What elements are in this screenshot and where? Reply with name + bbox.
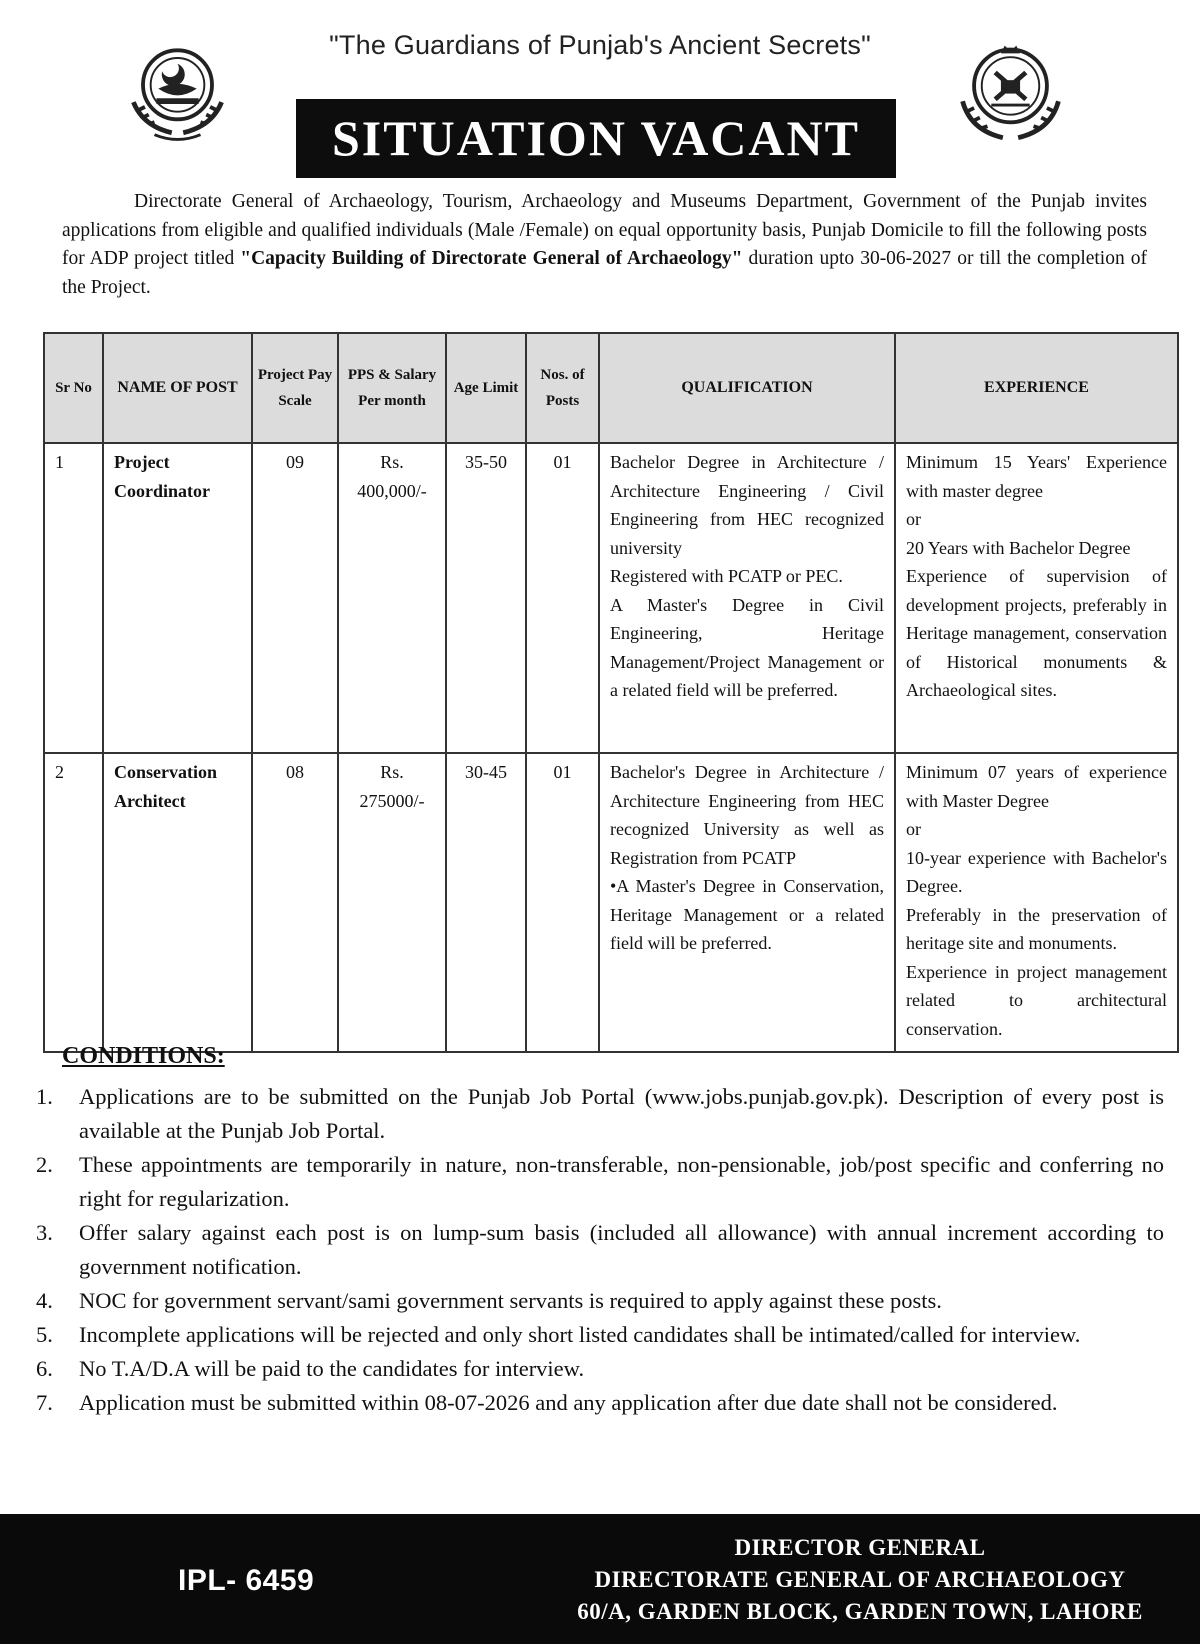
intro-paragraph (62, 188, 1147, 302)
conditions-list (36, 1080, 1164, 1420)
signature-block (510, 1532, 1200, 1628)
conditions-heading: CONDITIONS: (62, 1043, 225, 1069)
intro-text-start: Directorate General of Archaeology, Tourism, Archaeology and Museums Department, Government of the Punjab invites applications from eligible and qualified individuals (Male /Female) on equal opportunity basis, Punjab Domicile to fill the following posts for ADP project titled (62, 191, 1147, 269)
cell-salary: Rs. 275000/- (338, 753, 446, 1052)
ipl-number: IPL- 6459 (178, 1564, 315, 1597)
signatory-address: 60/A, GARDEN BLOCK, GARDEN TOWN, LAHORE (577, 1599, 1143, 1624)
list-item (36, 1318, 1164, 1352)
list-item (36, 1284, 1164, 1318)
item-text: NOC for government servant/sami government servants is required to apply against these posts. (79, 1288, 942, 1313)
list-item (36, 1386, 1164, 1420)
item-number: 7. (36, 1390, 53, 1415)
intro-text-end: duration upto 30-06-2027 or till the completion of the Project. (62, 248, 1147, 298)
cell-salary: Rs. 400,000/- (338, 443, 446, 753)
list-item (36, 1080, 1164, 1148)
cell-sr: 1 (44, 443, 103, 753)
item-number: 1. (36, 1084, 53, 1109)
cell-qualification: Bachelor's Degree in Architecture / Architecture Engineering from HEC recognized University as well as Registration from PCATP •A Master's Degree in Conservation, Heritage Management or a related field will be preferred. (599, 753, 895, 1052)
item-number: 6. (36, 1356, 53, 1381)
item-text: Applications are to be submitted on the Punjab Job Portal (www.jobs.punjab.gov.pk). Description of every post is available at the Punjab Job Portal. (79, 1084, 1164, 1143)
col-nos: Nos. of Posts (526, 333, 599, 443)
item-number: 2. (36, 1152, 53, 1177)
col-experience: EXPERIENCE (895, 333, 1178, 443)
list-item (36, 1216, 1164, 1284)
table-row (44, 753, 1178, 1052)
item-number: 3. (36, 1220, 53, 1245)
col-scale: Project Pay Scale (252, 333, 338, 443)
col-salary: PPS & Salary Per month (338, 333, 446, 443)
item-number: 5. (36, 1322, 53, 1347)
item-text: No T.A/D.A will be paid to the candidates for interview. (79, 1356, 585, 1381)
cell-post-name: Conservation Architect (103, 753, 252, 1052)
cell-experience: Minimum 07 years of experience with Master Degree or 10-year experience with Bachelor's Degree. Preferably in the preservation of heritage site and monuments. Experience in project management related to architectural conservation. (895, 753, 1178, 1052)
cell-pay-scale: 09 (252, 443, 338, 753)
cell-experience: Minimum 15 Years' Experience with master degree or 20 Years with Bachelor Degree Experience of supervision of development projects, preferably in Heritage management, conservation of Historical monuments & Archaeological sites. (895, 443, 1178, 753)
cell-sr: 2 (44, 753, 103, 1052)
item-number: 4. (36, 1288, 53, 1313)
cell-num-posts: 01 (526, 443, 599, 753)
tagline: "The Guardians of Punjab's Ancient Secrets" (329, 30, 871, 60)
list-item (36, 1352, 1164, 1386)
list-item (36, 1148, 1164, 1216)
project-title: "Capacity Building of Directorate General of Archaeology" (240, 248, 743, 269)
cell-post-name: Project Coordinator (103, 443, 252, 753)
item-text: Offer salary against each post is on lump-sum basis (included all allowance) with annual increment according to government notification. (79, 1220, 1164, 1279)
col-name: NAME OF POST (103, 333, 252, 443)
item-text: Application must be submitted within 08-07-2026 and any application after due date shall not be considered. (79, 1390, 1058, 1415)
punjab-government-emblem (120, 35, 235, 150)
page-title: SITUATION VACANT (296, 99, 896, 178)
cell-age-limit: 30-45 (446, 753, 526, 1052)
posts-table (43, 332, 1179, 1053)
col-sr: Sr No (44, 333, 103, 443)
cell-qualification: Bachelor Degree in Architecture / Architecture Engineering / Civil Engineering from HEC recognized university Registered with PCATP or PEC. A Master's Degree in Civil Engineering, Heritage Management/Project Management or a related field will be preferred. (599, 443, 895, 753)
footer-band (0, 1514, 1200, 1644)
table-header-row (44, 333, 1178, 443)
cell-pay-scale: 08 (252, 753, 338, 1052)
item-text: Incomplete applications will be rejected and only short listed candidates shall be intimated/called for interview. (79, 1322, 1081, 1347)
cell-age-limit: 35-50 (446, 443, 526, 753)
col-age: Age Limit (446, 333, 526, 443)
cell-num-posts: 01 (526, 753, 599, 1052)
signatory-title: DIRECTOR GENERAL (734, 1535, 986, 1560)
col-qualification: QUALIFICATION (599, 333, 895, 443)
signatory-office: DIRECTORATE GENERAL OF ARCHAEOLOGY (594, 1567, 1126, 1592)
archaeology-department-emblem (953, 38, 1068, 153)
table-row (44, 443, 1178, 753)
item-text: These appointments are temporarily in nature, non-transferable, non-pensionable, job/post specific and conferring no right for regularization. (79, 1152, 1164, 1211)
